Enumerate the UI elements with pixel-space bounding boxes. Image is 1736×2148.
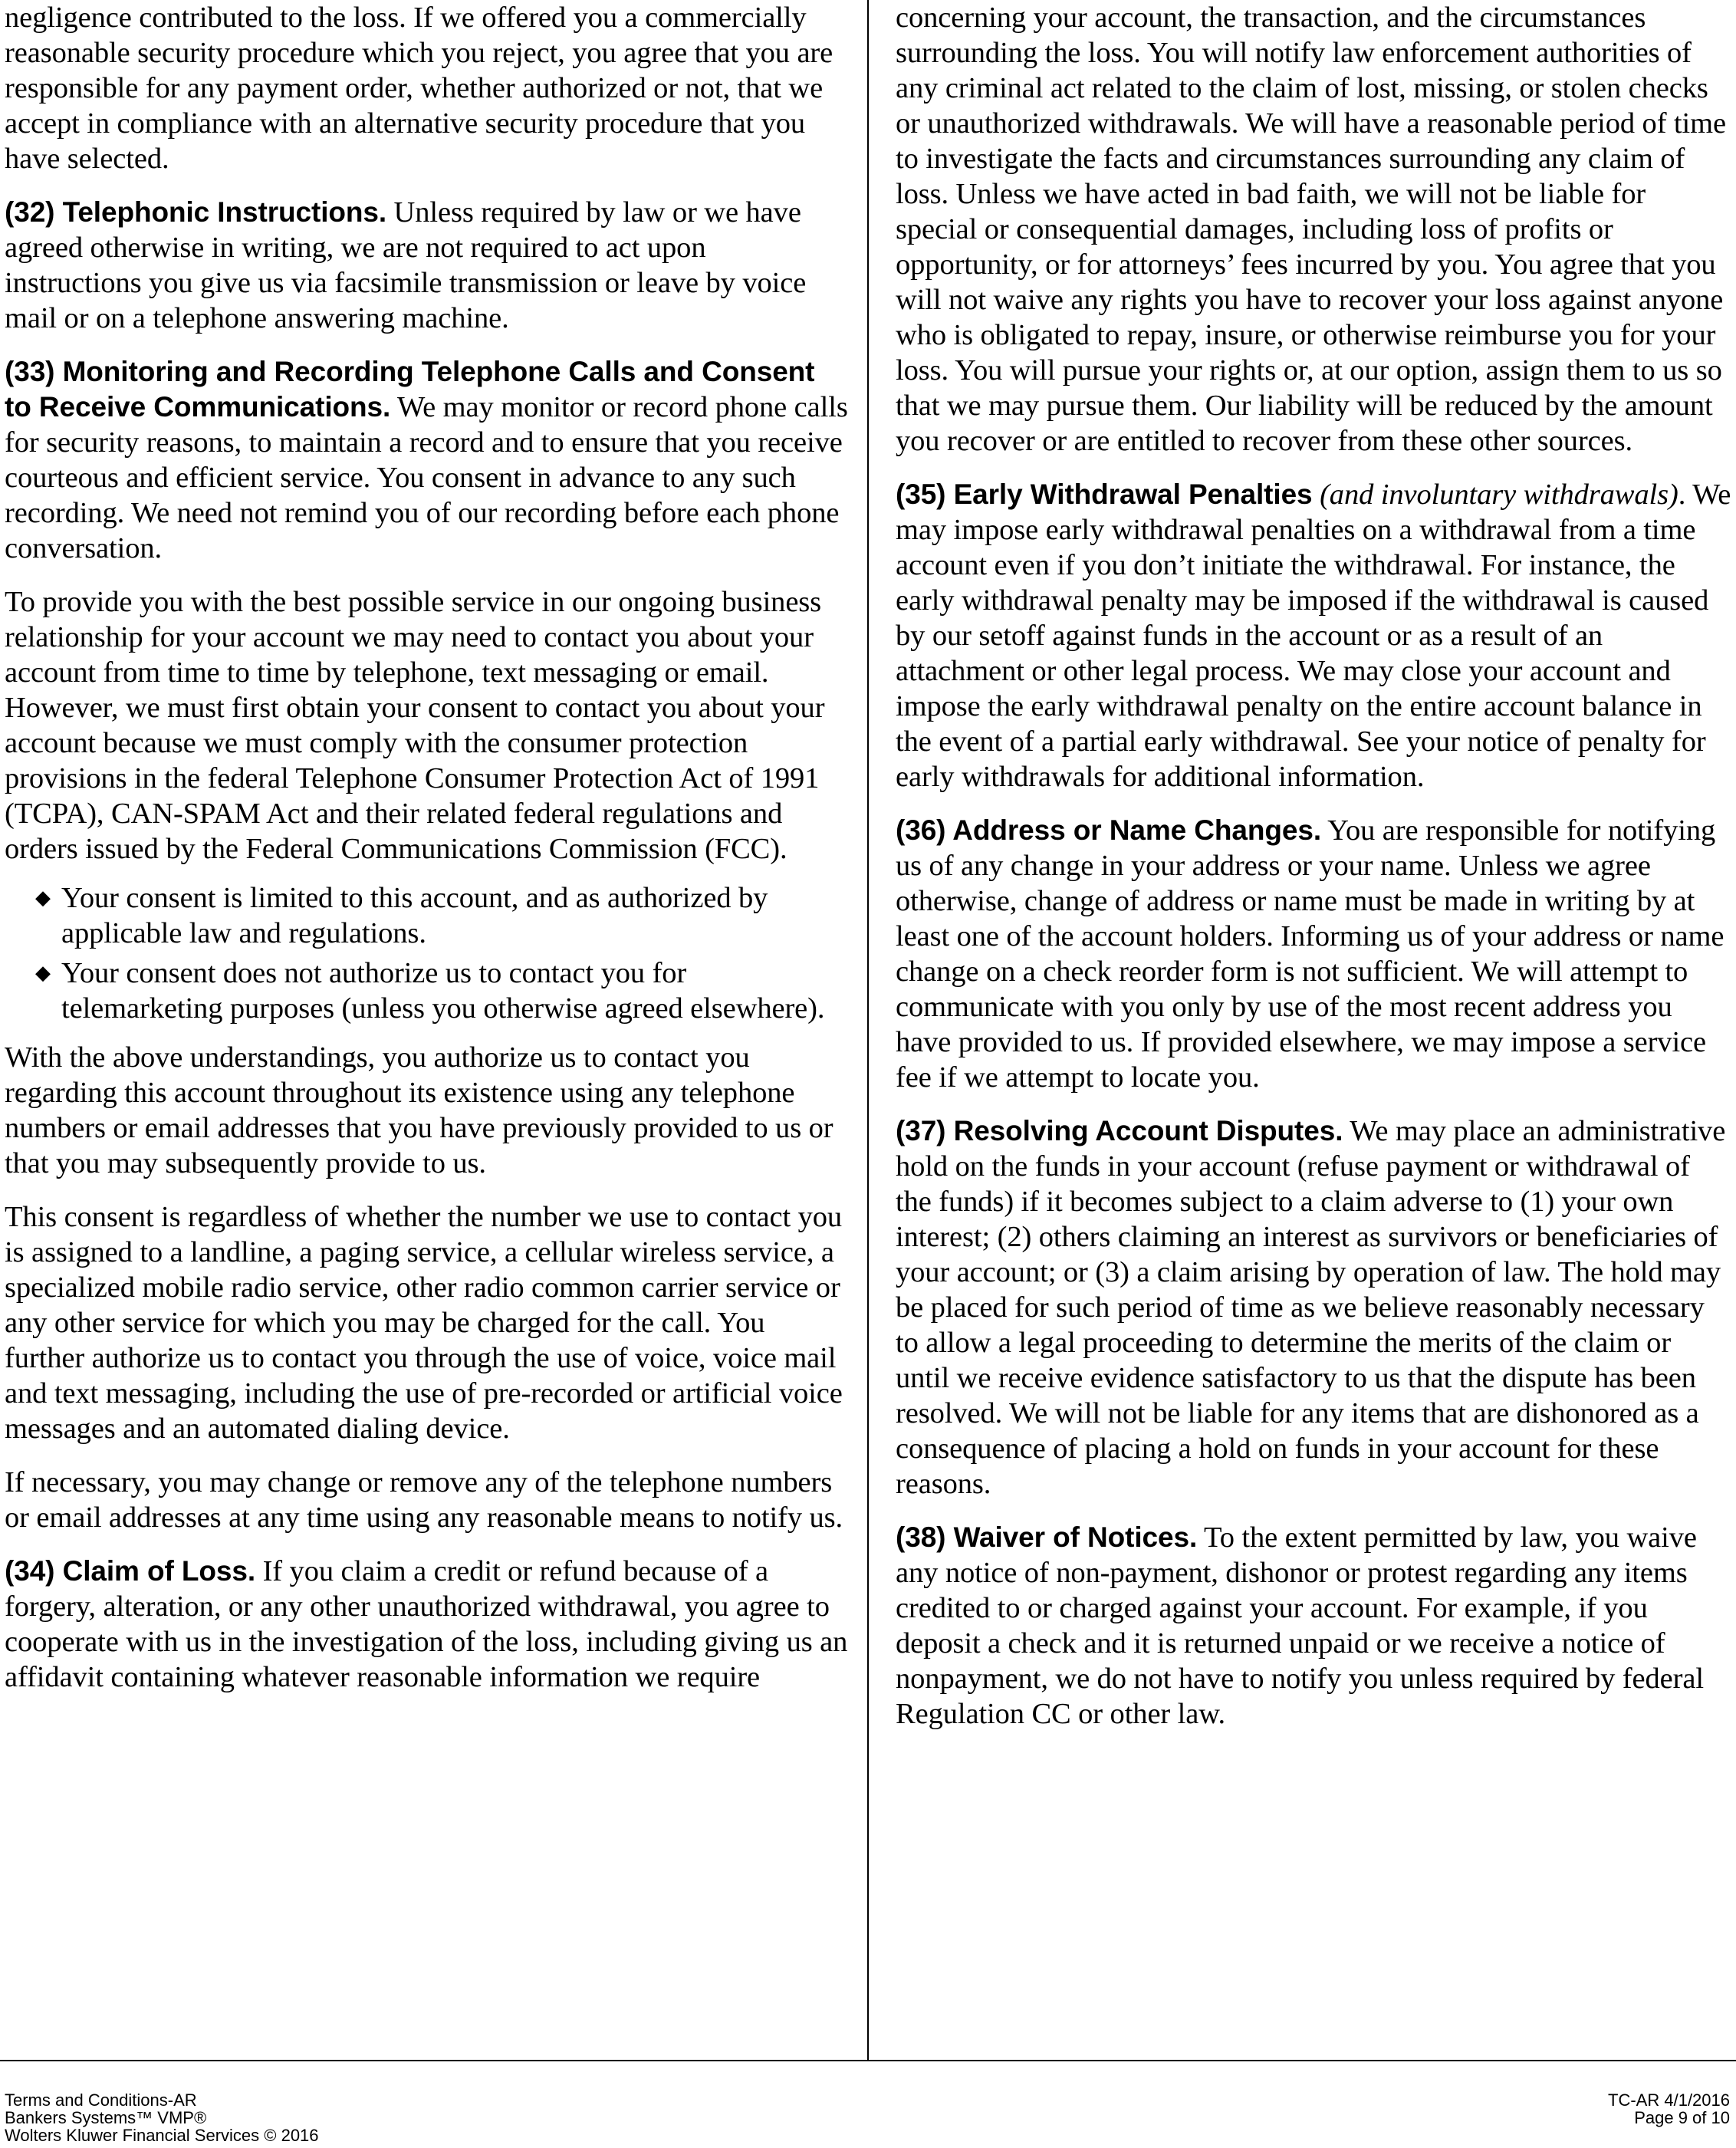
section-34-body: If you claim a credit or refund because of a forgery, alteration, or any other unauthorized withdrawal, you agree to cooperate with us in the investigation of the loss, including giving us an affidavit containing whatever reasonable information we require [5, 1555, 848, 1693]
section-34-heading: (34) Claim of Loss. [5, 1555, 256, 1587]
section-38-heading: (38) Waiver of Notices. [896, 1521, 1198, 1553]
left-column [5, 0, 848, 1713]
section-37-heading: (37) Resolving Account Disputes. [896, 1115, 1343, 1146]
section-37 [896, 1113, 1731, 1502]
section-32 [5, 195, 848, 336]
section-33-paragraph-4: This consent is regardless of whether the number we use to contact you is assigned to a landline, a paging service, a cellular wireless service, a specialized mobile radio service, other radio common carrier service or any other service for which you may be charged for the call. You further authorize us to contact you through the use of voice, voice mail and text messaging, including the use of pre-recorded or artificial voice messages and an automated dialing device. [5, 1201, 843, 1445]
page-number: Page 9 of 10 [1634, 2108, 1730, 2127]
section-32-body: Unless required by law or we have agreed otherwise in writing, we are not required to act upon instructions you give us via facsimile transmission or leave by voice mail or on a telephone answering machine. [5, 196, 807, 334]
section-38 [896, 1520, 1731, 1732]
section-37-body: We may place an administrative hold on the funds in your account (refuse payment or withdrawal of the funds) if it becomes subject to a claim adverse to (1) your own interest; (2) others claiming an interest as survivors or beneficiaries of your account; or (3) a claim arising by operation of law. The hold may be placed for such period of time as we believe reasonably necessary to allow a legal proceeding to determine the merits of the claim or until we receive evidence satisfactory to us that the dispute has been resolved. We will not be liable for any items that are dishonored as a consequence of placing a hold on funds in your account for these reasons. [896, 1115, 1726, 1500]
bullet-text: Your consent is limited to this account, and as authorized by applicable law and regulations. [61, 882, 768, 949]
column-divider [867, 0, 869, 2060]
form-code: TC-AR 4/1/2016 [1608, 2090, 1730, 2110]
section-36-body: You are responsible for notifying us of any change in your address or your name. Unless we agree otherwise, change of address or name must be made in writing by at least one of the account holders. Informing us of your address or name change on a check reorder form is not sufficient. We will attempt to communicate with you only by use of the most recent address you have provided to us. If provided elsewhere, we may impose a service fee if we attempt to locate you. [896, 814, 1724, 1094]
bullet-text: Your consent does not authorize us to contact you for telemarketing purposes (unless you otherwise agreed elsewhere). [61, 957, 825, 1025]
section-33-paragraph-5: If necessary, you may change or remove any of the telephone numbers or email addresses at any time using any reasonable means to notify us. [5, 1466, 843, 1534]
list-item [5, 880, 848, 951]
publisher-line: Bankers Systems™ VMP® [5, 2108, 207, 2127]
section-33-paragraph-3: With the above understandings, you authorize us to contact you regarding this account throughout its existence using any telephone numbers or email addresses that you have previously provided to us or that you may subsequently provide to us. [5, 1041, 833, 1179]
section-33-body: We may monitor or record phone calls for security reasons, to maintain a record and to ensure that you receive courteous and efficient service. You consent in advance to any such recording. We need not remind you of our recording before each phone conversation. [5, 391, 848, 564]
right-column [896, 0, 1731, 1750]
copyright-line: Wolters Kluwer Financial Services © 2016 [5, 2126, 319, 2145]
footer-right [1608, 2091, 1730, 2127]
section-35-heading: (35) Early Withdrawal Penalties [896, 479, 1313, 510]
form-title: Terms and Conditions-AR [5, 2090, 197, 2110]
intro-paragraph: negligence contributed to the loss. If we offered you a commercially reasonable security procedure which you reject, you agree that you are responsible for any payment order, whether authorized or not, that we accept in compliance with an alternative security procedure that you have selected. [5, 2, 833, 175]
section-36-heading: (36) Address or Name Changes. [896, 814, 1322, 846]
section-33 [5, 354, 848, 566]
section-35 [896, 477, 1731, 794]
section-33-heading: (33) Monitoring and Recording Telephone Calls and Consent to Receive Communications. [5, 356, 815, 423]
section-35-italic: (and involuntary withdrawals) [1312, 479, 1678, 511]
section-38-body: To the extent permitted by law, you waive any notice of non-payment, dishonor or protest regarding any items credited to or charged against your account. For example, if you deposit a check and it is returned unpaid or we receive a notice of nonpayment, we do not have to notify you unless required by federal Regulation CC or other law. [896, 1521, 1704, 1730]
section-35-body: . We may impose early withdrawal penalties on a withdrawal from a time account even if you don’t initiate the withdrawal. For instance, the early withdrawal penalty may be imposed if the withdrawal is caused by our setoff against funds in the account or as a result of an attachment or other legal process. We may close your account and impose the early withdrawal penalty on the entire account balance in the event of a partial early withdrawal. See your notice of penalty for early withdrawals for additional information. [896, 479, 1731, 793]
list-item [5, 956, 848, 1026]
consent-bullet-list [5, 880, 848, 1026]
black-diamond-icon: ◆ [35, 887, 51, 910]
black-diamond-icon: ◆ [35, 962, 51, 985]
section-32-heading: (32) Telephonic Instructions. [5, 196, 387, 228]
section-36 [896, 813, 1731, 1095]
section-34 [5, 1554, 848, 1695]
footer-divider [0, 2060, 1736, 2061]
section-34-continued: concerning your account, the transaction, and the circumstances surrounding the loss. You will notify law enforcement authorities of any criminal act related to the claim of lost, missing, or stolen checks or unauthorized withdrawals. We will have a reasonable period of time to investigate the facts and circumstances surrounding any claim of loss. Unless we have acted in bad faith, we will not be liable for special or consequential damages, including loss of profits or opportunity, or for attorneys’ fees incurred by you. You agree that you will not waive any rights you have to recover your loss against anyone who is obligated to repay, insure, or otherwise reimburse you for your loss. You will pursue your rights or, at our option, assign them to us so that we may pursue them. Our liability will be reduced by the amount you recover or are entitled to recover from these other sources. [896, 2, 1726, 457]
footer-left [5, 2091, 319, 2144]
section-33-paragraph-2: To provide you with the best possible service in our ongoing business relationship for your account we may need to contact you about your account from time to time by telephone, text messaging or email. However, we must first obtain your consent to contact you about your account because we must comply with the consumer protection provisions in the federal Telephone Consumer Protection Act of 1991 (TCPA), CAN-SPAM Act and their related federal regulations and orders issued by the Federal Communications Commission (FCC). [5, 586, 825, 865]
